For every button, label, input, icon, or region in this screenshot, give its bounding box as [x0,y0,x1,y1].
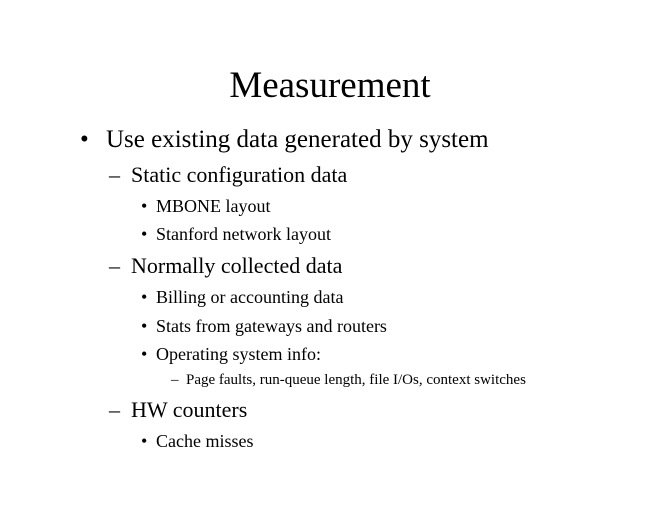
bullet-item-level2 [109,253,342,279]
dash-marker: – [109,253,120,278]
dash-marker: – [109,162,120,187]
bullet-marker: • [141,224,148,244]
bullet-marker: • [141,344,148,364]
bullet-item-level3 [141,195,271,217]
bullet-text: Billing or accounting data [156,287,344,307]
bullet-item-level3 [141,286,343,308]
bullet-text: Static configuration data [131,162,348,187]
bullet-marker: • [141,196,148,216]
dash-marker: – [171,372,179,388]
bullet-marker: • [141,316,148,336]
bullet-item-level1 [80,125,489,155]
dash-marker: – [109,397,120,422]
bullet-text: Stats from gateways and routers [156,316,387,336]
bullet-marker: • [80,126,89,153]
bullet-text: HW counters [131,397,248,422]
bullet-text: Normally collected data [131,253,343,278]
bullet-item-level2 [109,162,347,188]
bullet-text: MBONE layout [156,196,271,216]
bullet-text: Use existing data generated by system [106,126,489,153]
bullet-text: Cache misses [156,431,254,451]
slide-title: Measurement [229,65,431,106]
bullet-text: Page faults, run-queue length, file I/Os, context switches [186,372,526,388]
bullet-item-level3 [141,343,321,365]
bullet-text: Stanford network layout [156,224,331,244]
bullet-marker: • [141,287,148,307]
bullet-item-level3 [141,223,331,245]
bullet-item-level4 [171,371,526,389]
bullet-item-level3 [141,315,387,337]
bullet-marker: • [141,431,148,451]
bullet-item-level3 [141,430,253,452]
bullet-item-level2 [109,397,247,423]
bullet-text: Operating system info: [156,344,321,364]
